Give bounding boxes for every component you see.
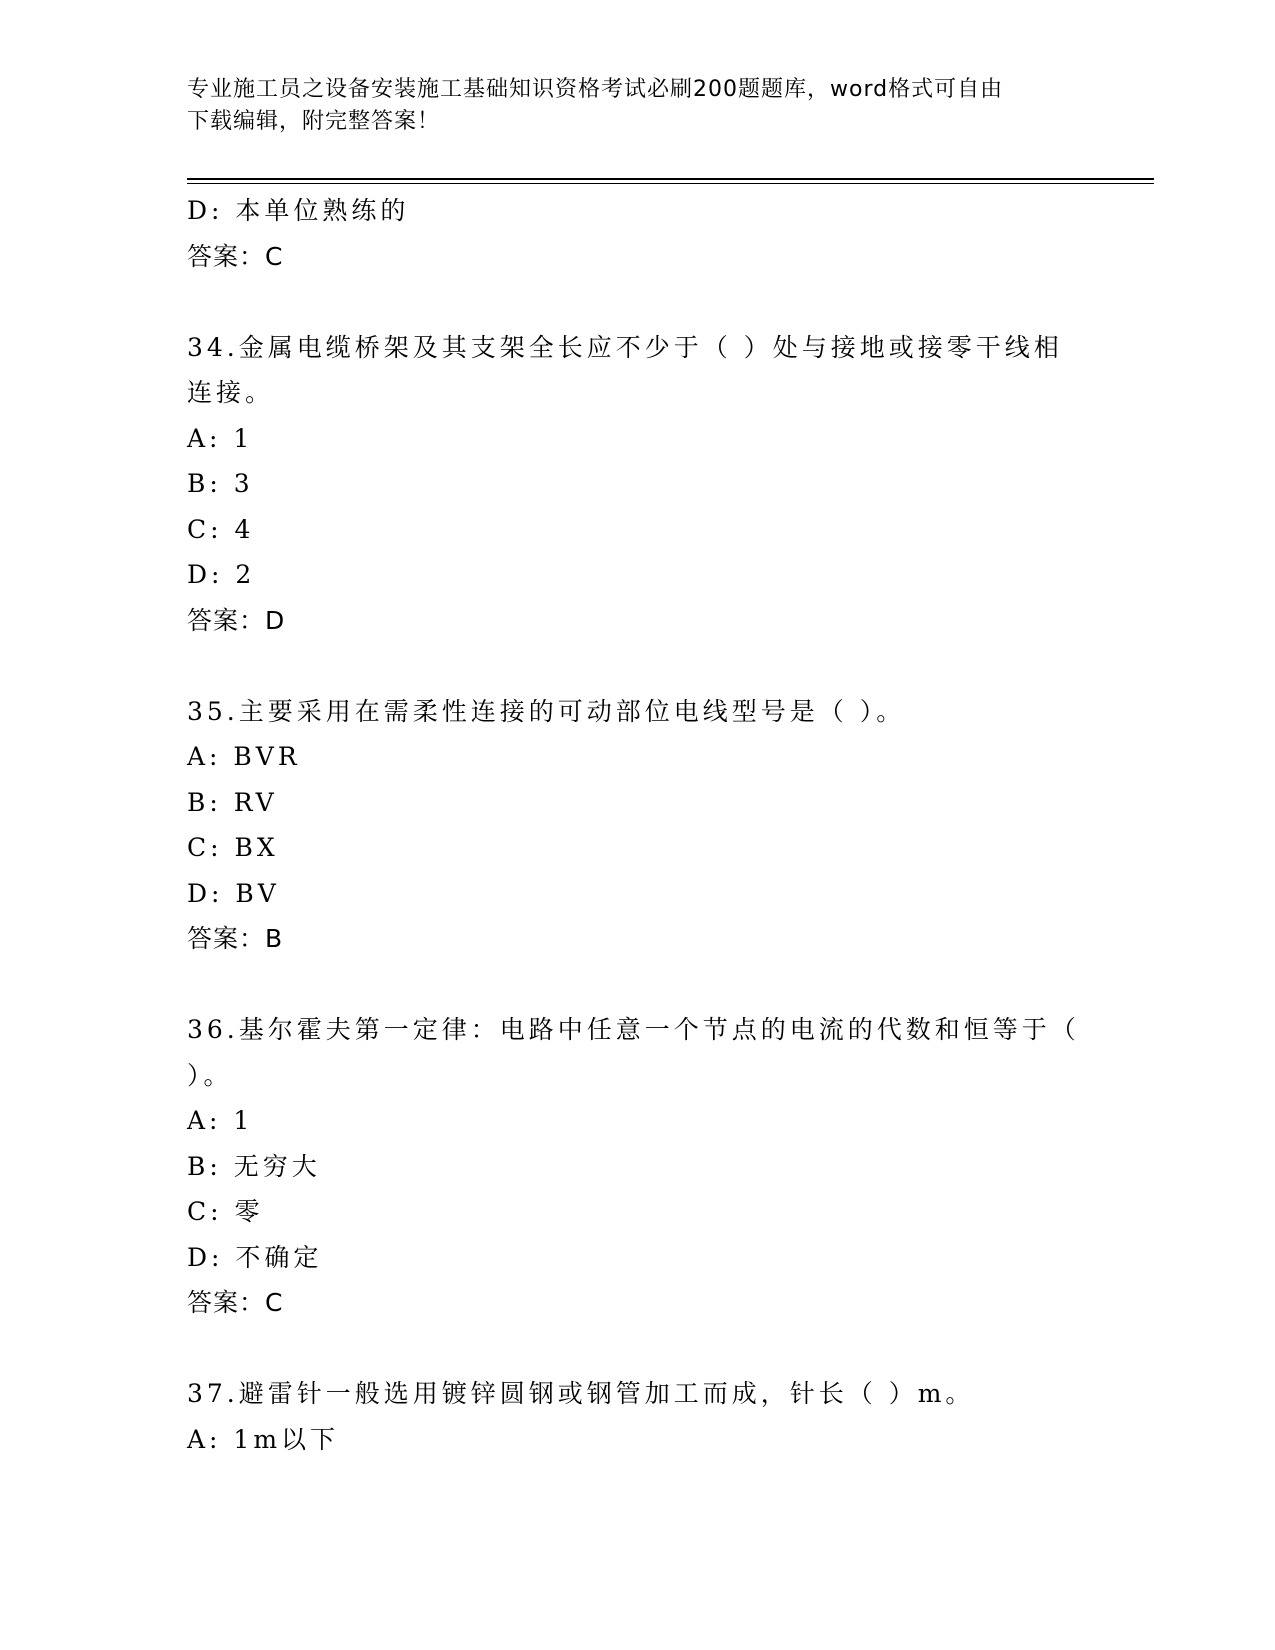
option-b: B: RV: [187, 787, 278, 817]
header-divider-thin: [187, 183, 1154, 184]
spacer: [187, 1326, 1087, 1372]
question-36: [187, 1007, 1087, 1326]
question-stem-continued: 连接。: [187, 378, 275, 407]
question-34: [187, 325, 1087, 644]
option-d: D: 2: [187, 560, 256, 589]
option-b: B: 3: [187, 469, 254, 498]
previous-question-fragment: [187, 188, 1087, 279]
header-title-line-2: 下载编辑，附完整答案！: [187, 109, 441, 134]
answer: 答案：C: [187, 241, 284, 271]
option-a: A: 1: [187, 423, 254, 453]
option-c: C: 4: [187, 514, 255, 544]
option-d: D: 不确定: [187, 1242, 323, 1272]
question-stem-continued: ）。: [187, 1060, 233, 1090]
spacer: [187, 279, 1087, 325]
option-b: B: 无穷大: [187, 1151, 321, 1181]
answer: 答案：C: [187, 1288, 284, 1317]
question-stem: 35.主要采用在需柔性连接的可动部位电线型号是（ ）。: [187, 696, 906, 726]
document-header: [187, 74, 1087, 138]
question-stem: 37.避雷针一般选用镀锌圆钢或钢管加工而成，针长（ ）m。: [187, 1379, 975, 1408]
option-c: C: 零: [187, 1197, 264, 1226]
spacer: [187, 962, 1087, 1008]
option-a: A: BVR: [187, 742, 301, 771]
option-c: C: BX: [187, 833, 279, 862]
option-a: A: 1: [187, 1106, 254, 1135]
header-divider-thick: [187, 178, 1154, 180]
question-stem: 36.基尔霍夫第一定律：电路中任意一个节点的电流的代数和恒等于（: [187, 1015, 1080, 1044]
answer: 答案：D: [187, 605, 286, 635]
option-d: D: BV: [187, 878, 280, 908]
answer: 答案：B: [187, 924, 284, 953]
question-35: [187, 689, 1087, 962]
question-stem: 34.金属电缆桥架及其支架全长应不少于（ ）处与接地或接零干线相: [187, 332, 1063, 362]
header-title-line-1: 专业施工员之设备安装施工基础知识资格考试必刷200题题库，word格式可自由: [187, 77, 1004, 102]
question-list: [187, 188, 1087, 1462]
option-a: A: 1m以下: [187, 1424, 340, 1454]
option-d: D: 本单位熟练的: [187, 196, 410, 225]
spacer: [187, 643, 1087, 689]
question-37: [187, 1371, 1087, 1462]
